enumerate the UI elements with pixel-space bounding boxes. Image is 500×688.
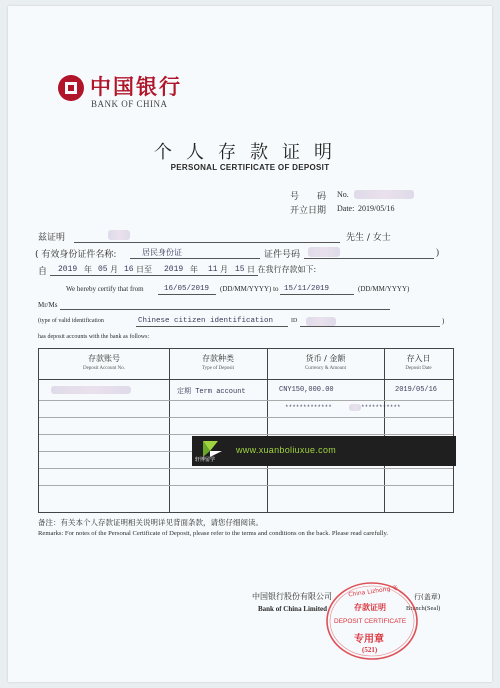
month-sep-2: 月 xyxy=(220,265,228,274)
certificate-page xyxy=(8,6,492,682)
table-stars-suffix: *********** xyxy=(361,404,401,411)
document-title-en: PERSONAL CERTIFICATE OF DEPOSIT xyxy=(170,163,330,172)
paren-close: ) xyxy=(436,247,439,257)
redacted-name xyxy=(108,230,130,240)
table-row-type: 定期 Term account xyxy=(177,388,246,396)
certify-en-prefix: We hereby certify that from xyxy=(66,285,144,293)
deposit-intro: 日 在我行存款如下: xyxy=(247,265,317,274)
certify-prefix: 兹证明 xyxy=(38,233,66,243)
header-type-en: Type of Deposit xyxy=(201,366,235,371)
header-account-en: Deposit Account No. xyxy=(82,366,126,371)
id-type-label: ( 有效身份证件名称: xyxy=(35,250,117,260)
deposit-intro-en: has deposit accounts with the bank as follows: xyxy=(38,334,150,340)
redacted-account xyxy=(51,386,131,394)
table-row-amount: CNY150,000.00 xyxy=(279,386,334,394)
id-type-en-value: Chinese citizen identification xyxy=(138,317,274,325)
footer-branch-en: Branch(Seal) xyxy=(406,605,441,612)
table-row-date: 2019/05/16 xyxy=(395,386,438,394)
stamp-line3: 专用章 xyxy=(354,634,384,645)
stamp-line2: DEPOSIT CERTIFICATE xyxy=(334,618,407,625)
redacted-stars xyxy=(349,404,361,411)
id-number-label: 证件号码 xyxy=(264,250,301,260)
deposit-certificate-stamp xyxy=(324,580,420,662)
footer-company-cn: 中国银行股份有限公司 xyxy=(252,592,332,601)
date-format-1: (DD/MM/YYYY) to xyxy=(220,285,279,293)
date-from-en: 16/05/2019 xyxy=(164,285,210,293)
day-sep: 日至 xyxy=(136,265,152,274)
watermark-banner xyxy=(192,436,456,466)
header-type-cn: 存款种类 xyxy=(202,354,234,363)
stamp-code: (521) xyxy=(362,646,378,654)
date-format-2: (DD/MM/YYYY) xyxy=(358,285,410,293)
date-to-en: 15/11/2019 xyxy=(284,285,330,293)
month-sep: 月 xyxy=(110,265,118,274)
redacted-number xyxy=(354,190,414,199)
id-type-value: 居民身份证 xyxy=(142,248,182,257)
year-sep: 年 xyxy=(84,265,92,274)
document-title-cn: 个人存款证明 xyxy=(154,142,346,163)
stamp-line1: 存款证明 xyxy=(354,603,386,612)
stamp-arc-text: China Lizhong 冬 xyxy=(347,584,399,599)
number-label-cn: 号 码 xyxy=(290,192,327,202)
number-label-en: No. xyxy=(337,190,349,199)
gender-label: 先生 / 女士 xyxy=(346,233,391,243)
watermark-url: www.xuanboliuxue.com xyxy=(236,445,337,455)
footer-branch-cn: 行(盖章) xyxy=(414,593,441,601)
from-label: 自 xyxy=(38,267,48,277)
date-label-cn: 开立日期 xyxy=(290,206,327,216)
bank-of-china-logo-icon xyxy=(58,75,84,101)
remarks-cn: 备注：有关本个人存款证明相关说明详见背面条款，请您仔细阅读。 xyxy=(38,518,263,527)
deposit-table xyxy=(38,348,454,513)
watermark-label: 轩博留学 xyxy=(195,457,216,463)
day-from: 16 xyxy=(124,265,134,274)
date-label-en: Date: xyxy=(337,204,355,213)
day-to: 15 xyxy=(235,265,245,274)
redacted-id xyxy=(308,247,340,257)
table-stars-prefix: ************* xyxy=(285,404,332,411)
paren-close-en: ) xyxy=(442,317,445,325)
header-account-cn: 存款账号 xyxy=(88,354,120,363)
header-amount-cn: 货币 / 金额 xyxy=(305,354,346,363)
bank-name-cn: 中国银行 xyxy=(90,74,182,99)
remarks-en: Remarks: For notes of the Personal Certificate of Deposit, please refer to the terms and conditions on the back. Please read carefully. xyxy=(38,530,389,537)
month-to: 11 xyxy=(208,265,218,274)
year-sep-2: 年 xyxy=(190,265,198,274)
mr-ms-label: Mr/Ms xyxy=(38,301,58,309)
header-date-en: Deposit Date xyxy=(405,366,432,371)
year-from: 2019 xyxy=(58,265,78,274)
month-from: 05 xyxy=(98,265,108,274)
footer-company-en: Bank of China Limited xyxy=(258,605,328,613)
id-en-label: ID xyxy=(291,318,298,324)
id-type-en-label: (type of valid identification xyxy=(38,318,104,324)
bank-name-en: BANK OF CHINA xyxy=(91,99,168,109)
header-amount-en: Currency & Amount xyxy=(304,366,347,371)
year-to: 2019 xyxy=(164,265,184,274)
header-date-cn: 存入日 xyxy=(406,354,431,363)
redacted-id-en xyxy=(306,317,336,326)
issue-date: 2019/05/16 xyxy=(358,204,395,213)
